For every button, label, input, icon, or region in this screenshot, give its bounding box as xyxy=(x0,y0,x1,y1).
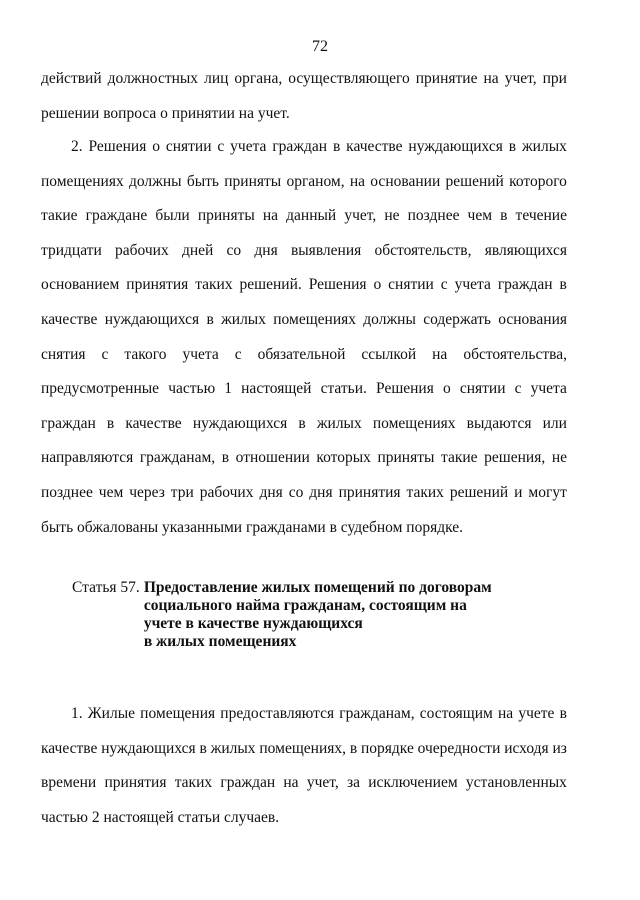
paragraph-continued xyxy=(41,62,567,131)
article-title xyxy=(144,579,492,651)
text-line: качестве нуждающихся в жилых помещениях должны содержать основания xyxy=(41,310,567,328)
text-line: 1. Жилые помещения предоставляются гражданам, состоящим на учете в xyxy=(71,705,567,722)
article-title-line: в жилых помещениях xyxy=(143,633,297,650)
article-title-line: учете в качестве нуждающихся xyxy=(143,615,363,632)
text-line: граждан в качестве нуждающихся в жилых помещениях выдаются или xyxy=(41,414,567,432)
text-line: быть обжалованы указанными гражданами в судебном порядке. xyxy=(41,518,464,536)
paragraph-2 xyxy=(41,130,567,545)
text-line: решении вопроса о принятии на учет. xyxy=(41,104,290,122)
text-line: тридцати рабочих дней со дня выявления обстоятельств, являющихся xyxy=(41,241,567,259)
page-number: 72 xyxy=(312,38,328,55)
text-line: направляются гражданам, в отношении которых приняты такие решения, не xyxy=(41,449,567,467)
text-line: снятия с такого учета с обязательной ссылкой на обстоятельства, xyxy=(41,345,567,363)
text-line: частью 2 настоящей статьи случаев. xyxy=(41,808,280,826)
text-line: такие граждане были приняты на данный учет, не позднее чем в течение xyxy=(41,207,567,225)
text-line: позднее чем через три рабочих дня со дня принятия таких решений и могут xyxy=(41,483,567,501)
article-heading xyxy=(72,579,492,651)
text-line: времени принятия таких граждан на учет, за исключением установленных xyxy=(41,774,567,792)
text-line: помещениях должны быть приняты органом, на основании решений которого xyxy=(41,172,567,190)
text-line: качестве нуждающихся в жилых помещениях, в порядке очередности исходя из xyxy=(41,739,567,757)
text-line: предусмотренные частью 1 настоящей статьи. Решения о снятии с учета xyxy=(41,380,567,398)
article-title-line: Предоставление жилых помещений по договорам xyxy=(143,579,492,596)
paragraph-1 xyxy=(41,697,567,835)
article-label: Статья 57. xyxy=(72,579,140,596)
text-line: основанием принятия таких решений. Решения о снятии с учета граждан в xyxy=(41,276,567,294)
text-line: 2. Решения о снятии с учета граждан в качестве нуждающихся в жилых xyxy=(71,138,567,155)
article-title-line: социального найма гражданам, состоящим на xyxy=(143,597,467,614)
text-line: действий должностных лиц органа, осуществляющего принятие на учет, при xyxy=(41,70,567,87)
